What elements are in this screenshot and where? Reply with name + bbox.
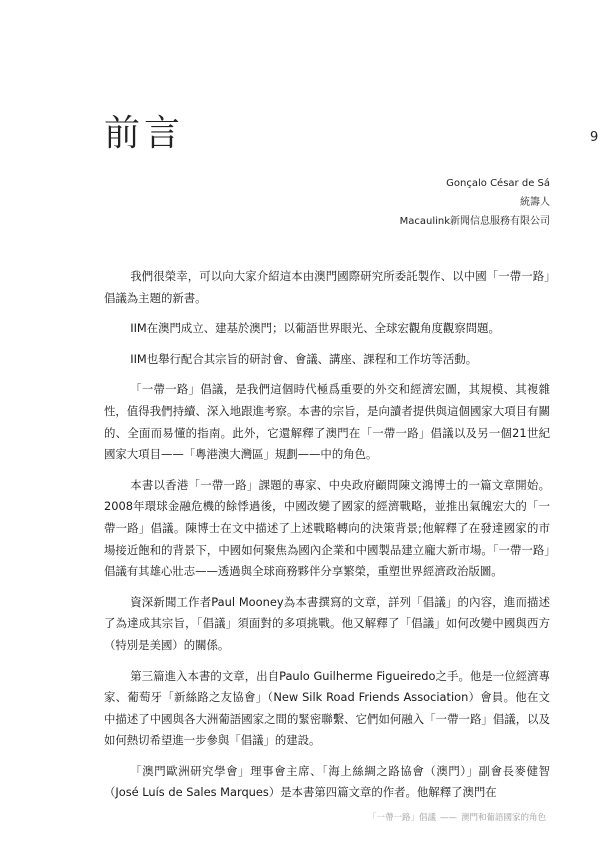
footer-subtitle: 澳門和葡語國家的角色 [460, 813, 546, 823]
footer-separator: —— [439, 813, 457, 823]
running-footer [368, 812, 546, 824]
page-title: 前言 [104, 113, 185, 154]
author-name: Gonçalo César de Sá [446, 178, 550, 189]
paragraph-6: 資深新聞工作者Paul Mooney為本書撰寫的文章，詳列「倡議」的內容，進而描述了為達成其宗旨，「倡議」須面對的多項挑戰。他又解釋了「倡議」如何改變中國與西方（特別是美國）的關係。 [104, 594, 550, 652]
paragraph-5: 本書以香港「一帶一路」課題的專家、中央政府顧問陳文鴻博士的一篇文章開始。2008年環球金融危機的餘悸過後，中國改變了國家的經濟戰略，並推出氣魄宏大的「一帶一路」倡議。陳博士在文中描述了上述戰略轉向的決策背景;他解釋了在發達國家的市場接近飽和的背景下，中國如何聚焦為國內企業和中國製品建立龐大新市場。「一帶一路」倡議有其雄心壯志——透過與全球商務夥伴分享繁榮，重塑世界經濟政治版圖。 [104, 477, 550, 579]
footer-book-title: 「一帶一路」倡議 [367, 813, 436, 823]
paragraph-3: IIM也舉行配合其宗旨的研討會、會議、講座、課程和工作坊等活動。 [130, 351, 478, 366]
body-text [104, 266, 550, 813]
paragraph-8: 「澳門歐洲研究學會」理事會主席、「海上絲綢之路協會（澳門）」副會長麥健智（José Luís de Sales Marques）是本書第四篇文章的作者。他解釋了澳門在 [104, 763, 550, 800]
paragraph-2: IIM在澳門成立、建基於澳門；以葡語世界眼光、全球宏觀角度觀察問題。 [130, 321, 500, 336]
paragraph-1: 我們很榮幸，可以向大家介紹這本由澳門國際研究所委託製作、以中國「一帶一路」倡議為主題的新書。 [104, 269, 550, 305]
paragraph-4: 「一帶一路」倡議，是我們這個時代極爲重要的外交和經濟宏圖，其規模、其複雜性，值得我們持續、深入地跟進考察。本書的宗旨，是向讀者提供與這個國家大項目有關的、全面而易懂的指南。此外，它還解釋了澳門在「一帶一路」倡議以及另一個21世紀國家大項目——「粵港澳大灣區」規劃——中的角色。 [104, 382, 550, 462]
paragraph-7: 第三篇進入本書的文章，出自Paulo Guilherme Figueiredo之手。他是一位經濟專家、葡萄牙「新絲路之友協會」（New Silk Road Friends Association）會員。他在文中描述了中國與各大洲葡語國家之間的緊密聯繫、它們如何融入「一帶一路」倡議，以及如何熱切希望進一步參與「倡議」的建設。 [104, 668, 550, 748]
author-organization: Macaulink新聞信息服務有限公司 [399, 216, 550, 227]
author-role: 統籌人 [520, 197, 550, 208]
page-number: 9 [590, 130, 599, 145]
author-attribution [400, 174, 550, 231]
